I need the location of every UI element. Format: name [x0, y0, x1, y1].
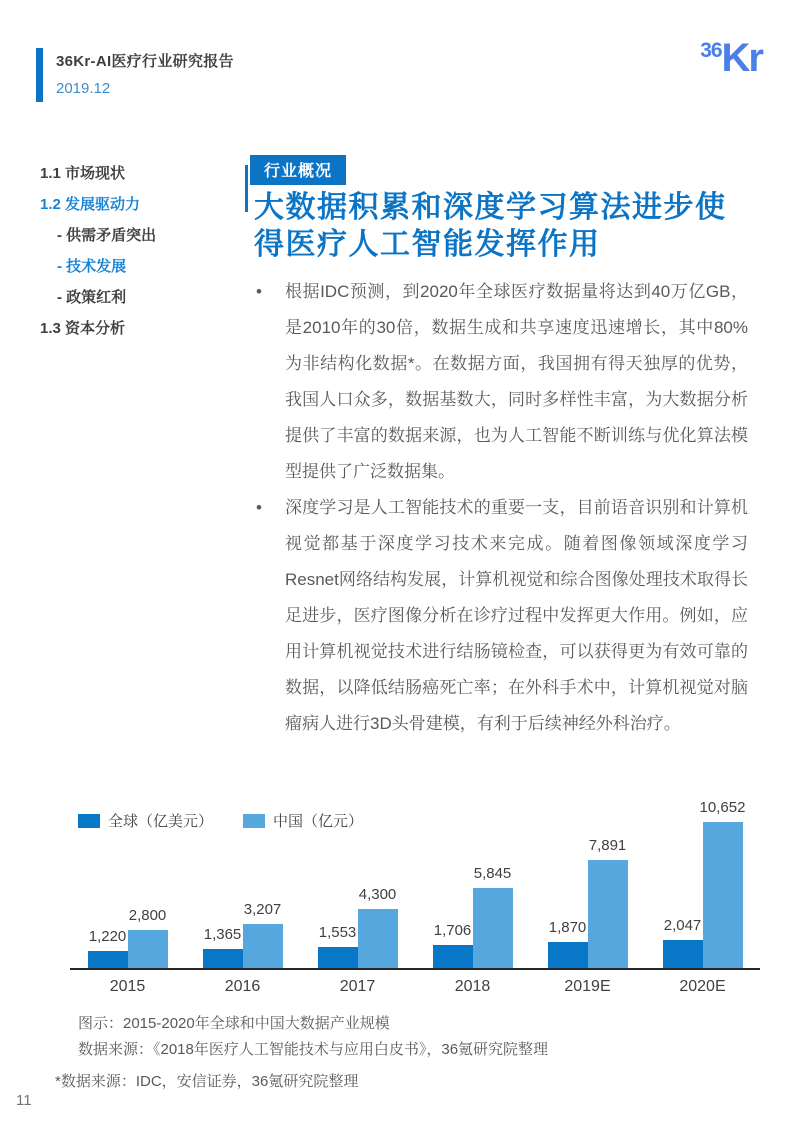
- bar-group-2019E: [530, 820, 645, 968]
- bullet-paragraph-2: • 深度学习是人工智能技术的重要一支，目前语音识别和计算机视觉都基于深度学习技术来完成。随着图像领域深度学习Resnet网络结构发展，计算机视觉和综合图像处理技术取得长足进步，医疗图像分析在诊疗过程中发挥更大作用。例如，应用计算机视觉技术进行结肠镜检查，可以获得更为有效可靠的数据，以降低结肠癌死亡率；在外科手术中，计算机视觉对脑瘤病人进行3D头骨建模，有利于后续神经外科治疗。: [252, 490, 748, 742]
- sidebar-item-3[interactable]: - 供需矛盾突出: [57, 227, 157, 244]
- bar-value-label: 4,300: [358, 886, 397, 903]
- chart-caption: 图示：2015-2020年全球和中国大数据产业规模: [78, 1015, 390, 1032]
- body-bullet-list: [252, 274, 748, 742]
- report-title: 36Kr-AI医疗行业研究报告: [56, 53, 234, 70]
- bar-group-2017: [300, 820, 415, 968]
- bar-value-label: 3,207: [243, 901, 282, 918]
- bar-china-2020E: [699, 799, 746, 968]
- sidebar-item-4[interactable]: - 技术发展: [57, 258, 127, 275]
- report-date: 2019.12: [56, 80, 111, 97]
- bar-global-2020E: [663, 917, 703, 968]
- bar-value-label: 7,891: [588, 837, 627, 854]
- sidebar-item-6[interactable]: 1.3 资本分析: [40, 320, 126, 337]
- bar-value-label: 1,870: [548, 919, 587, 936]
- bar-global-2016: [203, 926, 243, 968]
- x-axis-label-2017: 2017: [339, 978, 376, 995]
- logo-text-36: 36: [700, 39, 722, 62]
- bar-china-2019E: [588, 837, 628, 968]
- bar-value-label: 1,220: [88, 928, 127, 945]
- bar-group-2018: [415, 820, 530, 968]
- logo-text-kr: Kr: [721, 36, 762, 80]
- 36kr-logo: [700, 38, 762, 78]
- sidebar-item-1[interactable]: 1.1 市场现状: [40, 165, 126, 182]
- bar-china-2015: [128, 907, 168, 968]
- page-headline: 大数据积累和深度学习算法进步使得医疗人工智能发挥作用: [254, 191, 727, 261]
- bar-global-2017: [318, 924, 358, 968]
- bar-global-2019E: [548, 919, 588, 968]
- footnote: *数据来源：IDC，安信证券，36氪研究院整理: [55, 1073, 359, 1090]
- bar-value-label: 2,047: [663, 917, 702, 934]
- toc-sidebar: [40, 158, 240, 344]
- bar-value-label: 10,652: [699, 799, 746, 816]
- bar-value-label: 1,706: [433, 922, 472, 939]
- bar-group-2016: [185, 820, 300, 968]
- x-axis-label-2018: 2018: [454, 978, 491, 995]
- bar-value-label: 1,553: [318, 924, 357, 941]
- chart-source: 数据来源：《2018年医疗人工智能技术与应用白皮书》，36氪研究院整理: [78, 1041, 549, 1058]
- bar-chart-plot: [70, 799, 760, 970]
- title-accent-line: [245, 165, 248, 212]
- sidebar-item-2[interactable]: 1.2 发展驱动力: [40, 196, 141, 213]
- bullet-paragraph-1: • 根据IDC预测，到2020年全球医疗数据量将达到40万亿GB，是2010年的30倍，数据生成和共享速度迅速增长，其中80%为非结构化数据*。在数据方面，我国拥有得天独厚的优势，我国人口众多，数据基数大，同时多样性丰富，为大数据分析提供了丰富的数据来源，也为人工智能不断训练与优化算法模型提供了广泛数据集。: [252, 274, 748, 490]
- bar-value-label: 2,800: [128, 907, 167, 924]
- bar-china-2018: [473, 865, 513, 968]
- bar-china-2017: [358, 886, 398, 968]
- x-axis-label-2016: 2016: [224, 978, 261, 995]
- bar-value-label: 5,845: [473, 865, 512, 882]
- section-badge: 行业概况: [250, 155, 346, 185]
- header-accent-bar: [36, 48, 43, 102]
- chart-x-axis-labels: [70, 978, 760, 996]
- bar-value-label: 1,365: [203, 926, 242, 943]
- bar-china-2016: [243, 901, 283, 968]
- legend-label: 中国（亿元）: [273, 813, 364, 830]
- sidebar-item-5[interactable]: - 政策红利: [57, 289, 127, 306]
- bar-global-2018: [433, 922, 473, 968]
- bar-group-2020E: [645, 799, 760, 968]
- page-number: 11: [16, 1092, 32, 1109]
- legend-label: 全球（亿美元）: [108, 813, 214, 830]
- x-axis-label-2015: 2015: [109, 978, 146, 995]
- bar-global-2015: [88, 928, 128, 968]
- bar-group-2015: [70, 820, 185, 968]
- x-axis-label-2020E: 2020E: [679, 978, 726, 995]
- x-axis-label-2019E: 2019E: [564, 978, 611, 995]
